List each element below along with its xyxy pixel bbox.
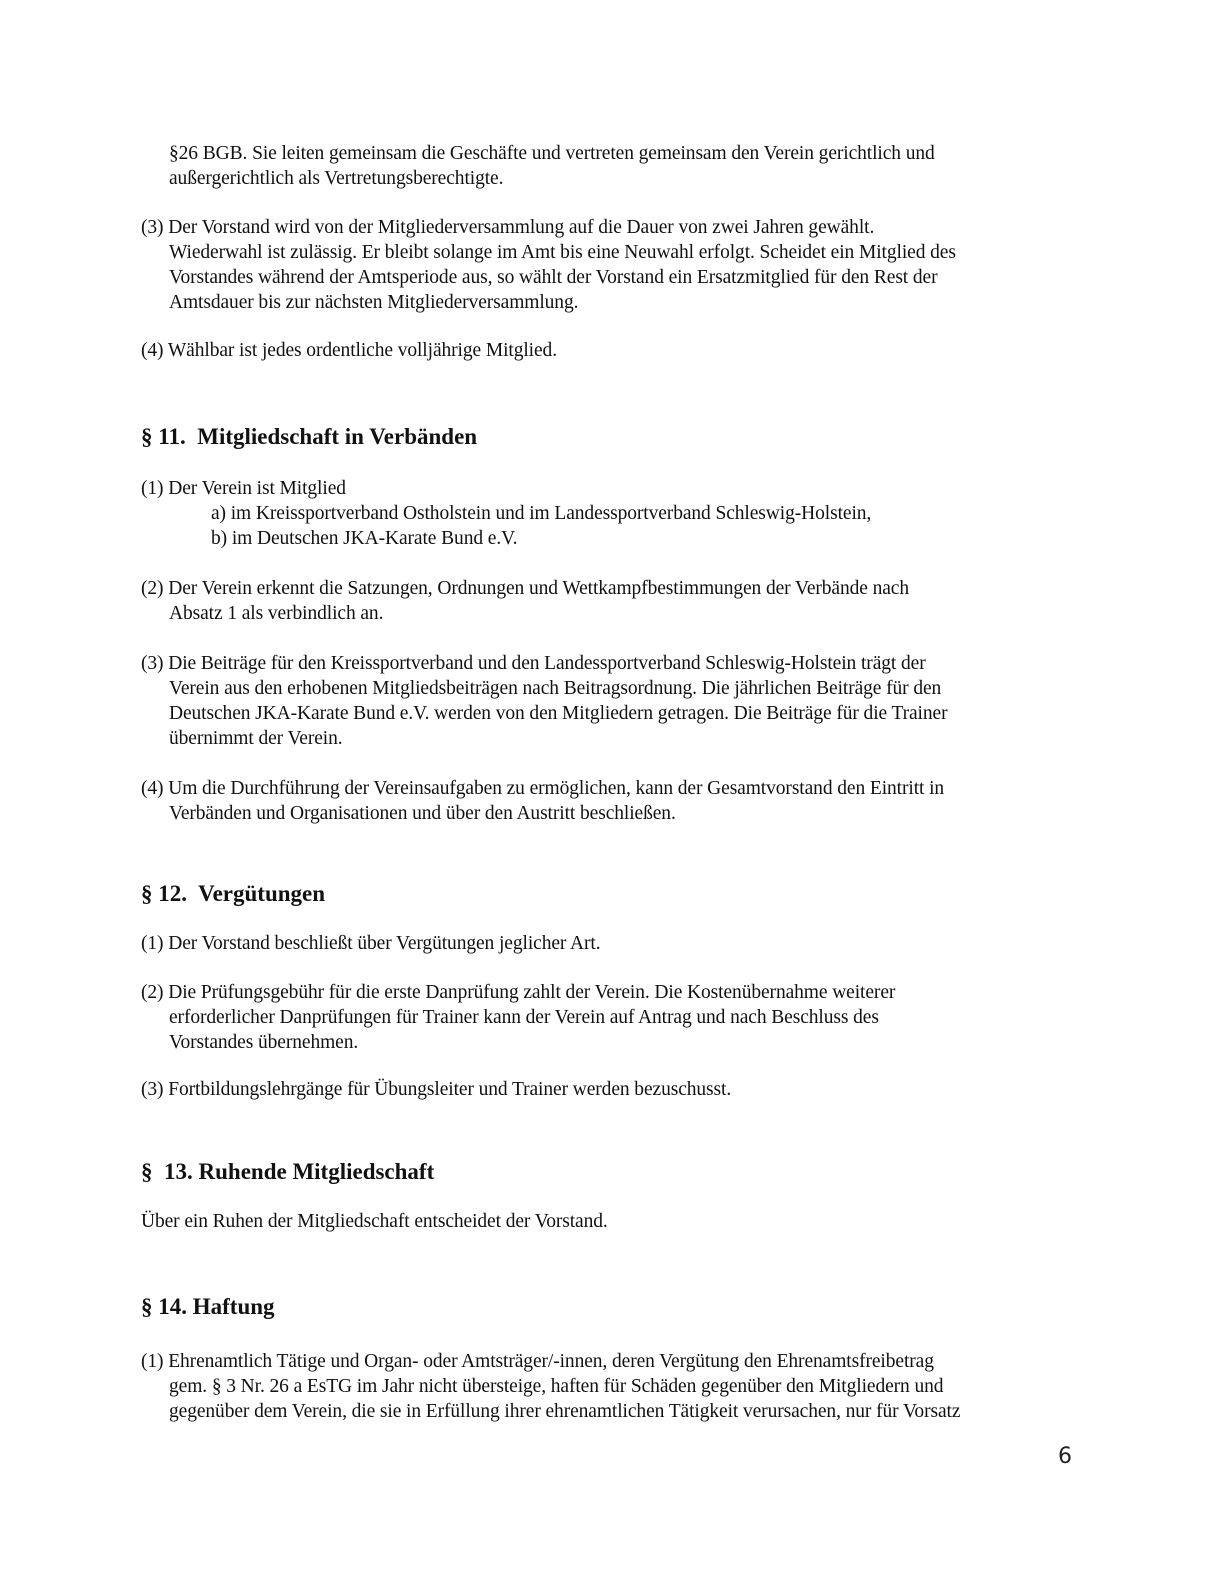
section-11-p1-item-a: a) im Kreissportverband Ostholstein und im Landessportverband Schleswig-Holstein, (211, 503, 872, 524)
section-11-p3-line-2: Verein aus den erhobenen Mitgliedsbeiträgen nach Beitragsordnung. Die jährlichen Beiträge für den (169, 678, 942, 699)
section-11-p2-line-2: Absatz 1 als verbindlich an. (169, 603, 384, 624)
paragraph-10-3-line-2: Wiederwahl ist zulässig. Er bleibt solange im Amt bis eine Neuwahl erfolgt. Scheidet ein Mitglied des (169, 242, 956, 263)
paragraph-10-4: (4) Wählbar ist jedes ordentliche volljährige Mitglied. (141, 340, 557, 361)
section-11-heading: § 11. Mitgliedschaft in Verbänden (141, 424, 478, 449)
intro-line-1: §26 BGB. Sie leiten gemeinsam die Geschäfte und vertreten gemeinsam den Verein gerichtlich und (169, 143, 935, 164)
section-11-p3-line-3: Deutschen JKA-Karate Bund e.V. werden von den Mitgliedern getragen. Die Beiträge für die Trainer (169, 703, 948, 724)
section-11-p4-line-1: (4) Um die Durchführung der Vereinsaufgaben zu ermöglichen, kann der Gesamtvorstand den Eintritt in (141, 778, 945, 799)
section-12-p2-line-2: erforderlicher Danprüfungen für Trainer kann der Verein auf Antrag und nach Beschluss des (169, 1007, 879, 1028)
section-14-heading: § 14. Haftung (141, 1294, 275, 1319)
paragraph-10-3-line-1: (3) Der Vorstand wird von der Mitgliederversammlung auf die Dauer von zwei Jahren gewählt. (141, 217, 875, 238)
section-11-p4-line-2: Verbänden und Organisationen und über den Austritt beschließen. (169, 803, 676, 824)
section-14-p1-line-3: gegenüber dem Verein, die sie in Erfüllung ihrer ehrenamtlichen Tätigkeit verursachen, nur für Vorsatz (169, 1401, 961, 1422)
section-11-p1-line-1: (1) Der Verein ist Mitglied (141, 478, 346, 499)
section-12-p2-line-3: Vorstandes übernehmen. (169, 1032, 359, 1053)
section-12-p2-line-1: (2) Die Prüfungsgebühr für die erste Danprüfung zahlt der Verein. Die Kostenübernahme weiterer (141, 982, 896, 1003)
paragraph-10-3-line-4: Amtsdauer bis zur nächsten Mitgliederversammlung. (169, 292, 579, 313)
paragraph-10-3-line-3: Vorstandes während der Amtsperiode aus, so wählt der Vorstand ein Ersatzmitglied für den Rest der (169, 267, 938, 288)
section-12-p3: (3) Fortbildungslehrgänge für Übungsleiter und Trainer werden bezuschusst. (141, 1079, 732, 1100)
intro-line-2: außergerichtlich als Vertretungsberechtigte. (169, 168, 504, 189)
section-12-p1: (1) Der Vorstand beschließt über Vergütungen jeglicher Art. (141, 933, 601, 954)
section-13-p1: Über ein Ruhen der Mitgliedschaft entscheidet der Vorstand. (141, 1211, 608, 1232)
section-11-p2-line-1: (2) Der Verein erkennt die Satzungen, Ordnungen und Wettkampfbestimmungen der Verbände nach (141, 578, 910, 599)
section-14-p1-line-2: gem. § 3 Nr. 26 a EsTG im Jahr nicht übersteige, haften für Schäden gegenüber den Mitgliedern und (169, 1376, 944, 1397)
section-11-p3-line-1: (3) Die Beiträge für den Kreissportverband und den Landessportverband Schleswig-Holstein trägt der (141, 653, 926, 674)
section-13-heading: § 13. Ruhende Mitgliedschaft (141, 1159, 435, 1184)
section-14-p1-line-1: (1) Ehrenamtlich Tätige und Organ- oder Amtsträger/-innen, deren Vergütung den Ehrenamtsfreibetrag (141, 1351, 934, 1372)
section-11-p1-item-b: b) im Deutschen JKA-Karate Bund e.V. (211, 528, 518, 549)
page-number: 6 (1058, 1444, 1072, 1469)
section-12-heading: § 12. Vergütungen (141, 881, 326, 906)
section-11-p3-line-4: übernimmt der Verein. (169, 728, 343, 749)
